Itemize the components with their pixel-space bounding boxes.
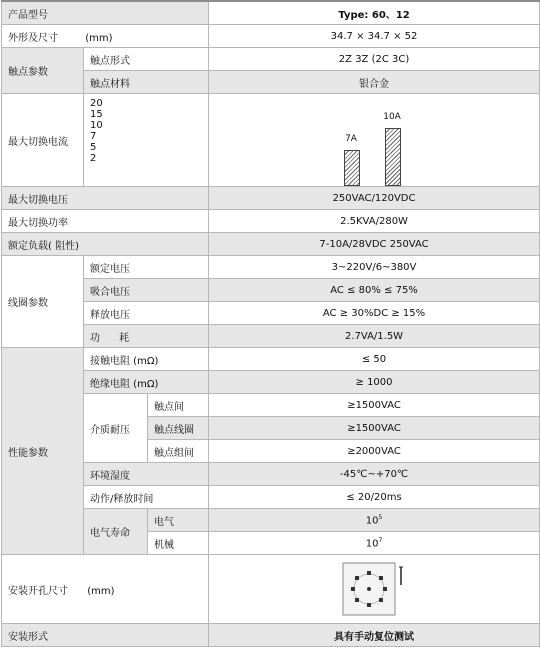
- rated-load-value: 7-10A/28VDC 250VAC: [209, 233, 540, 256]
- max-power-label: 最大切换功率: [2, 210, 209, 233]
- row-model: [2, 1, 540, 25]
- perf-dielectric-label: 介质耐压: [84, 394, 148, 463]
- tick-label: 15: [90, 109, 103, 120]
- row-max-power: [2, 210, 540, 233]
- row-mounting-form: [2, 624, 540, 647]
- perf-life-electrical-label: 电气: [148, 509, 209, 532]
- coil-release-label: 释放电压: [84, 302, 209, 325]
- row-rated-load: [2, 233, 540, 256]
- contact-material-value: 银合金: [209, 71, 540, 94]
- perf-life-mechanical-base: 10: [365, 538, 379, 550]
- perf-dielectric-groups-value: ≥2000VAC: [209, 440, 540, 463]
- tick-label: 10: [90, 120, 103, 131]
- coil-release-value: AC ≥ 30%DC ≥ 15%: [209, 302, 540, 325]
- coil-pickup-label: 吸合电压: [84, 279, 209, 302]
- row-mounting-hole: [2, 555, 540, 624]
- current-bar: [385, 128, 401, 186]
- max-current-label: 最大切换电流: [2, 94, 84, 187]
- perf-life-electrical-value: [209, 509, 540, 532]
- bar-label: 7A: [345, 134, 357, 144]
- coil-pickup-value: AC ≤ 80% ≤ 75%: [209, 279, 540, 302]
- tick-label: 2: [90, 153, 97, 164]
- perf-dielectric-contacts-label: 触点间: [148, 394, 209, 417]
- perf-insulation-value: ≥ 1000: [209, 371, 540, 394]
- max-current-bars: [209, 94, 539, 186]
- contact-material-label: 触点材料: [84, 71, 209, 94]
- perf-contact-res-label: 接触电阻 (mΩ): [84, 348, 209, 371]
- max-current-chart-cell: [209, 94, 540, 187]
- perf-dielectric-groups-label: 触点组间: [148, 440, 209, 463]
- coil-rated-label: 额定电压: [84, 256, 209, 279]
- perf-life-mechanical-value: [209, 532, 540, 555]
- perf-life-mechanical-label: 机械: [148, 532, 209, 555]
- max-voltage-label: 最大切换电压: [2, 187, 209, 210]
- tick-label: 5: [90, 142, 97, 153]
- max-current-ticks-cell: [84, 94, 209, 187]
- tick-label: 7: [90, 131, 97, 142]
- row-contact-form: [2, 48, 540, 71]
- perf-insulation-label: 绝缘电阻 (mΩ): [84, 371, 209, 394]
- perf-life-electrical-base: 10: [365, 515, 379, 527]
- model-value: Type: 60、12: [209, 1, 540, 25]
- max-voltage-value: 250VAC/120VDC: [209, 187, 540, 210]
- dimensions-value: 34.7 × 34.7 × 52: [209, 25, 540, 48]
- contact-form-label: 触点形式: [84, 48, 209, 71]
- contact-label: 触点参数: [2, 48, 84, 94]
- row-coil-rated: [2, 256, 540, 279]
- mounting-hole-cell: [2, 555, 209, 624]
- mounting-hole-label: 安装开孔尺寸: [8, 585, 68, 597]
- perf-life-electrical-exp: 5: [378, 513, 383, 521]
- perf-dielectric-contacts-value: ≥1500VAC: [209, 394, 540, 417]
- current-bar: [344, 150, 360, 186]
- max-current-ticks: [90, 94, 208, 164]
- mounting-hole-drawing: [339, 559, 409, 619]
- coil-power-value: 2.7VA/1.5W: [209, 325, 540, 348]
- row-dimensions: [2, 25, 540, 48]
- perf-contact-res-value: ≤ 50: [209, 348, 540, 371]
- rated-load-label: 额定负载( 阻性): [2, 233, 209, 256]
- mounting-hole-unit: (mm): [87, 585, 115, 597]
- mounting-form-value: 具有手动复位测试: [209, 624, 540, 647]
- tick-label: 20: [90, 98, 103, 109]
- row-max-current: [2, 94, 540, 187]
- spec-table: [1, 0, 540, 647]
- dimensions-cell: [2, 25, 209, 48]
- max-power-value: 2.5KVA/280W: [209, 210, 540, 233]
- bar-label: 10A: [383, 112, 401, 122]
- dimensions-unit: (mm): [85, 32, 113, 44]
- row-max-voltage: [2, 187, 540, 210]
- coil-power-label: 功 耗: [84, 325, 209, 348]
- performance-label: 性能参数: [2, 348, 84, 555]
- perf-life-label: 电气寿命: [84, 509, 148, 555]
- perf-life-mechanical-exp: 7: [378, 536, 383, 544]
- coil-rated-value: 3~220V/6~380V: [209, 256, 540, 279]
- mounting-form-label: 安装形式: [2, 624, 209, 647]
- model-label: 产品型号: [2, 1, 209, 25]
- row-perf-contact-res: [2, 348, 540, 371]
- dimensions-label: 外形及尺寸: [8, 32, 58, 44]
- perf-dielectric-coil-value: ≥1500VAC: [209, 417, 540, 440]
- contact-form-value: 2Z 3Z (2C 3C): [209, 48, 540, 71]
- perf-ambient-value: -45℃~+70℃: [209, 463, 540, 486]
- coil-label: 线圈参数: [2, 256, 84, 348]
- mounting-hole-drawing-cell: [209, 555, 540, 624]
- perf-dielectric-coil-label: 触点线圈: [148, 417, 209, 440]
- perf-operate-label: 动作/释放时间: [84, 486, 209, 509]
- perf-operate-value: ≤ 20/20ms: [209, 486, 540, 509]
- perf-ambient-label: 环境湿度: [84, 463, 209, 486]
